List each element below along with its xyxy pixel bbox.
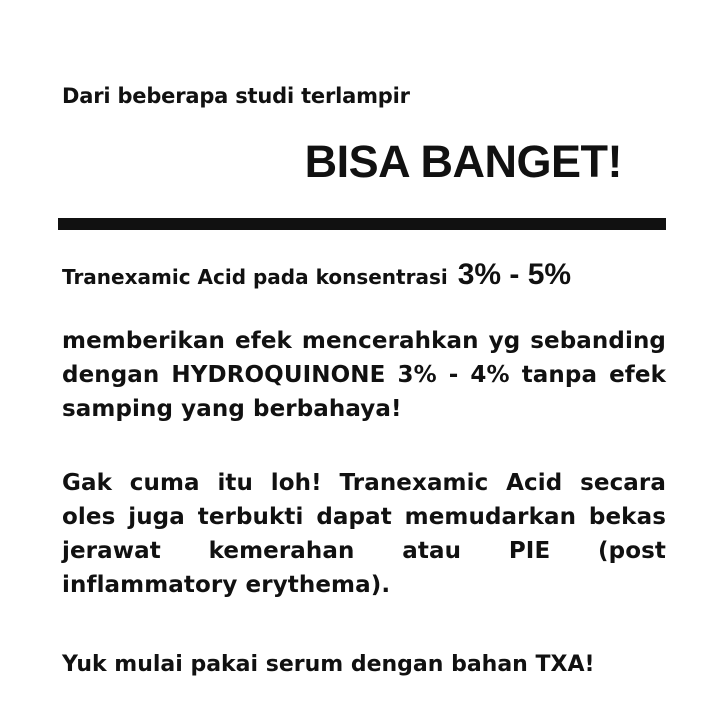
paragraph-pie: Gak cuma itu loh! Tranexamic Acid secara oles juga terbukti dapat memudarkan bekas jerawat kemerahan atau PIE (post inflammatory erythema). <box>62 470 666 598</box>
headline: BISA BANGET! <box>304 136 622 187</box>
concentration-line <box>62 258 672 292</box>
divider-bar <box>58 218 666 230</box>
paragraph-effect: memberikan efek mencerahkan yg sebanding dengan HYDROQUINONE 3% - 4% tanpa efek samping yang berbahaya! <box>62 328 666 422</box>
call-to-action: Yuk mulai pakai serum dengan bahan TXA! <box>62 652 595 677</box>
concentration-text: Tranexamic Acid pada konsentrasi <box>62 265 448 289</box>
intro-text: Dari beberapa studi terlampir <box>62 84 410 108</box>
concentration-range: 3% - 5% <box>457 258 572 291</box>
